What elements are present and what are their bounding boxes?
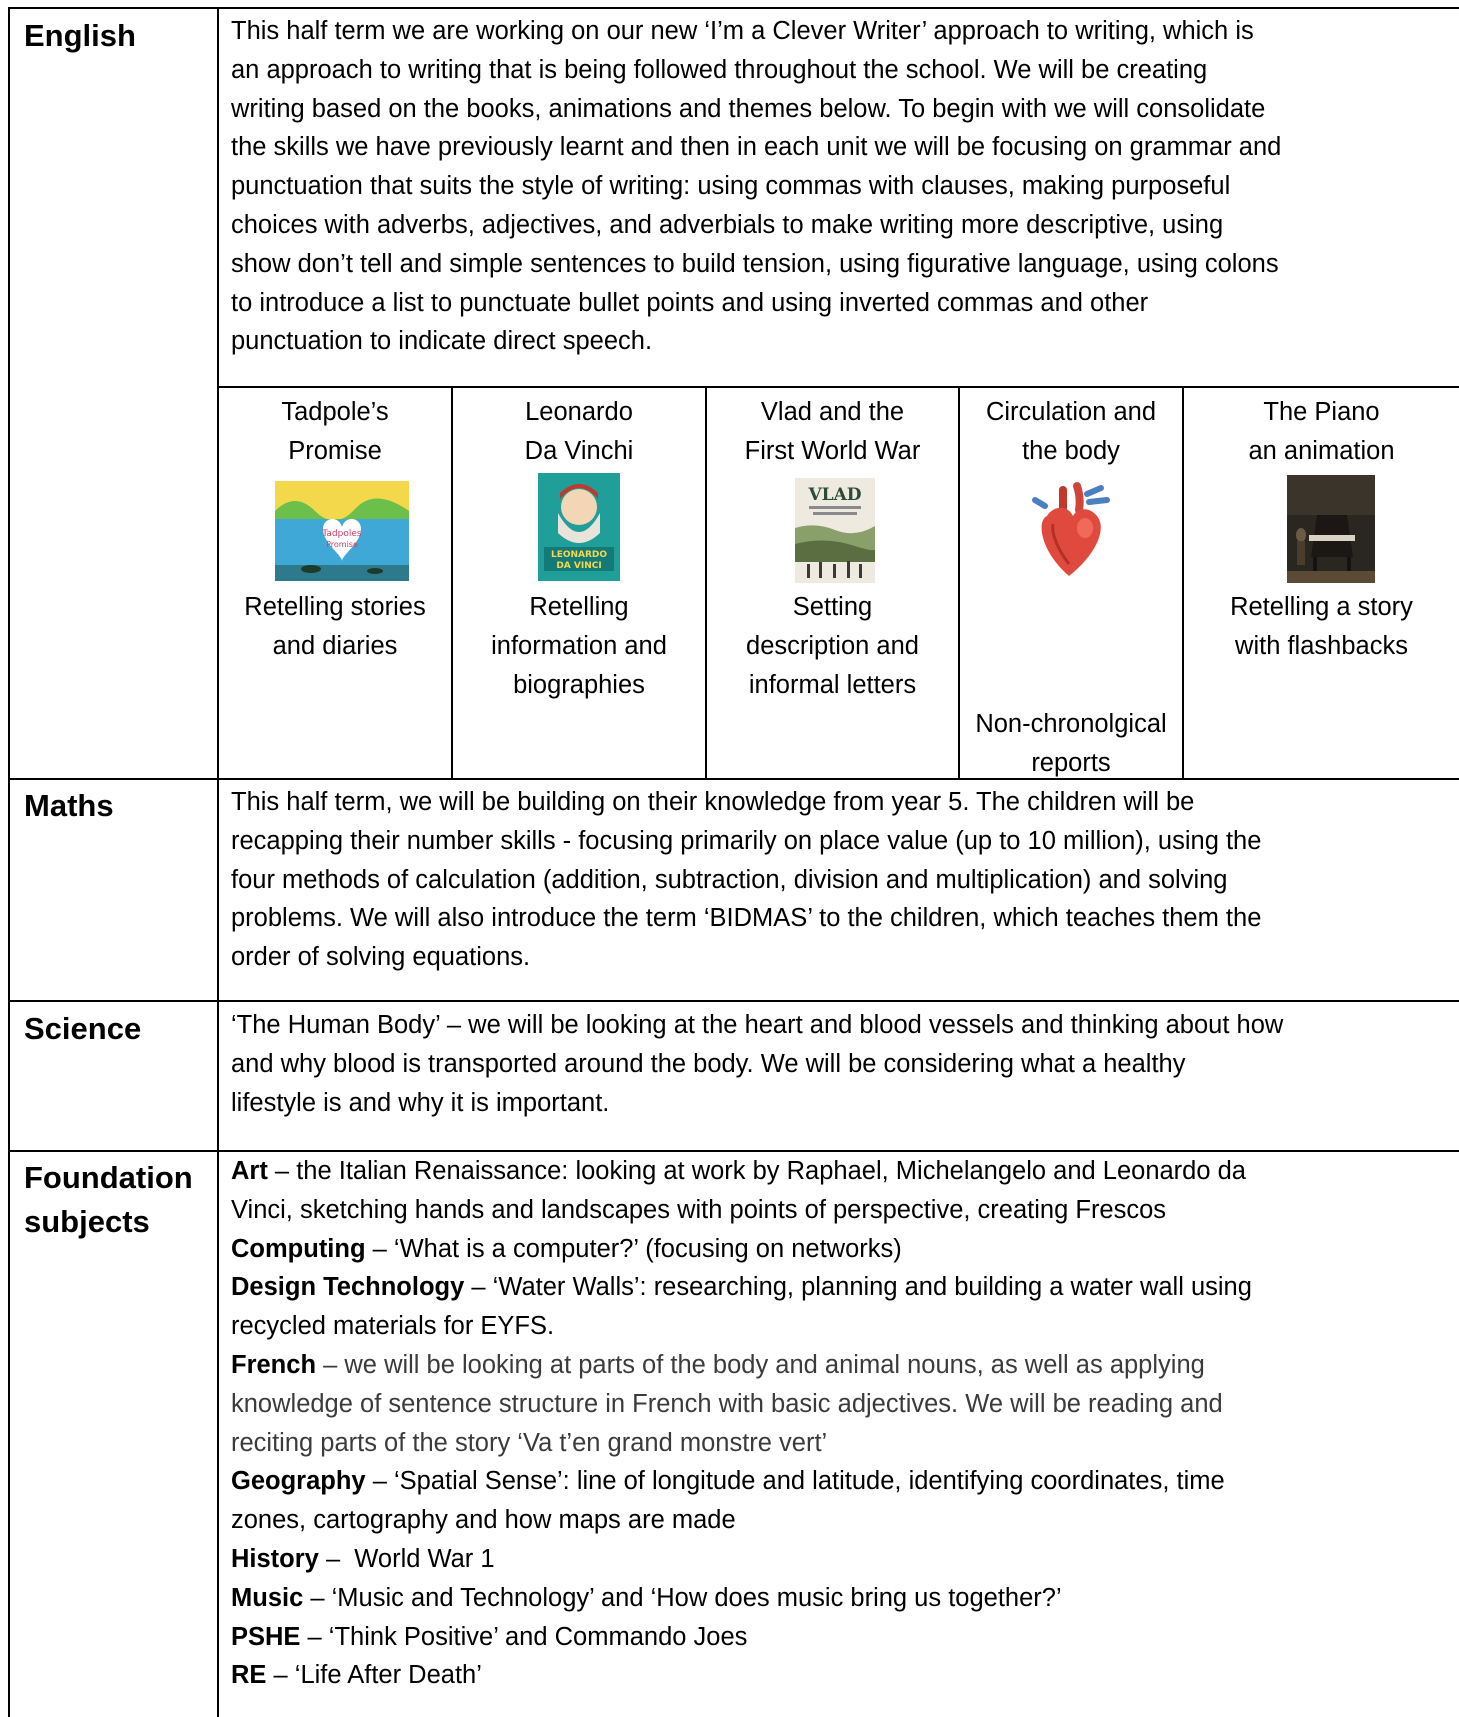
maths-row-top-border xyxy=(8,778,1459,780)
book-title-line: Da Vinchi xyxy=(524,436,634,465)
foundation-item-line xyxy=(231,1618,1449,1657)
foundation-item-text: – ‘What is a computer?’ (focusing on networks) xyxy=(365,1234,902,1263)
book-genre-the-piano xyxy=(1184,588,1459,666)
foundation-item-text: – ‘Think Positive’ and Commando Joes xyxy=(300,1622,748,1651)
book-title-line: Vlad and the xyxy=(760,398,905,426)
maths-text-line: recapping their number skills - focusing primarily on place value (up to 10 million), using the xyxy=(231,826,1262,855)
science-text-line: lifestyle is and why it is important. xyxy=(231,1088,610,1117)
foundation-item-label: French xyxy=(231,1350,317,1379)
book-title-line: Promise xyxy=(288,436,382,465)
foundation-item-label: RE xyxy=(231,1661,267,1690)
foundation-item-text: Vinci, sketching hands and landscapes with points of perspective, creating Frescos xyxy=(231,1195,1167,1224)
foundation-item-label: Music xyxy=(231,1583,304,1612)
svg-text:Promise: Promise xyxy=(326,540,358,549)
english-intro-text xyxy=(231,12,1449,361)
foundation-item-text: – ‘Water Walls’: researching, planning and building a water wall using xyxy=(464,1273,1252,1302)
foundation-item-line xyxy=(231,1462,1449,1501)
vlad-cover-image xyxy=(795,478,875,583)
book-title-line: Leonardo xyxy=(525,398,633,426)
foundation-subjects-list xyxy=(231,1152,1449,1695)
book-genre-line: description and xyxy=(746,631,919,660)
foundation-item-text: knowledge of sentence structure in French with basic adjectives. We will be reading and xyxy=(231,1389,1223,1418)
english-intro-line: punctuation to indicate direct speech. xyxy=(231,327,653,356)
english-intro-line: writing based on the books, animations and themes below. To begin with we will consolidate xyxy=(231,94,1266,123)
book-genre-line: biographies xyxy=(513,670,645,699)
subject-english: English xyxy=(24,18,136,53)
english-intro-line: the skills we have previously learnt and then in each unit we will be focusing on grammar and xyxy=(231,133,1282,162)
book-genre-line: Non-chronolgical xyxy=(975,710,1167,738)
subject-column-divider xyxy=(217,7,219,1717)
book-cell-circulation xyxy=(960,393,1182,471)
book-title-line: The Piano xyxy=(1263,398,1380,426)
foundation-item-text: – ‘Spatial Sense’: line of longitude and latitude, identifying coordinates, time xyxy=(365,1467,1225,1496)
foundation-item-line xyxy=(231,1540,1449,1579)
foundation-item-label: Design Technology xyxy=(231,1273,465,1302)
table-top-border xyxy=(8,7,1459,9)
foundation-item-label: Geography xyxy=(231,1467,366,1496)
foundation-item-text: – we will be looking at parts of the body and animal nouns, as well as applying xyxy=(316,1350,1205,1379)
english-intro-line: choices with adverbs, adjectives, and adverbials to make writing more descriptive, using xyxy=(231,210,1224,239)
book-genre-line: with flashbacks xyxy=(1235,631,1408,660)
foundation-item-line xyxy=(231,1307,1449,1346)
foundation-item-text: – the Italian Renaissance: looking at work by Raphael, Michelangelo and Leonardo da xyxy=(267,1157,1246,1185)
book-genre-line: Retelling xyxy=(529,593,629,621)
book-genre-line: Setting xyxy=(792,593,873,621)
english-intro-line: punctuation that suits the style of writing: using commas with clauses, making purposeful xyxy=(231,172,1231,201)
foundation-item-text: – World War 1 xyxy=(318,1544,495,1573)
foundation-item-line xyxy=(231,1152,1449,1191)
book-title-line: an animation xyxy=(1248,436,1395,465)
table-left-border xyxy=(8,7,10,1717)
book-title-line: Circulation and xyxy=(985,398,1157,426)
book-cell-the-piano xyxy=(1184,393,1459,471)
book-genre-line: and diaries xyxy=(272,631,398,660)
maths-text-line: This half term, we will be building on their knowledge from year 5. The children will be xyxy=(231,788,1195,816)
foundation-item-text: recycled materials for EYFS. xyxy=(231,1312,555,1341)
subject-science: Science xyxy=(24,1011,142,1046)
book-cell-vlad xyxy=(707,393,958,471)
foundation-item-line xyxy=(231,1424,1449,1463)
book-cell-tadpoles-promise xyxy=(219,393,451,471)
english-intro-line: show don’t tell and simple sentences to build tension, using figurative language, using colons xyxy=(231,249,1279,278)
foundation-item-label: Computing xyxy=(231,1234,366,1263)
piano-animation-still-image xyxy=(1287,475,1375,583)
svg-text:DA VINCI: DA VINCI xyxy=(556,561,602,571)
foundation-item-line xyxy=(231,1656,1449,1695)
tadpoles-promise-cover-image xyxy=(275,481,409,581)
subject-foundation-line: subjects xyxy=(24,1204,150,1239)
foundation-item-label: Art xyxy=(231,1157,268,1185)
english-intro-line: This half term we are working on our new ‘I’m a Clever Writer’ approach to writing, which is xyxy=(231,17,1254,45)
science-row-top-border xyxy=(8,1000,1459,1002)
foundation-item-line xyxy=(231,1268,1449,1307)
subject-maths: Maths xyxy=(24,788,114,823)
english-intro-line: to introduce a list to punctuate bullet points and using inverted commas and other xyxy=(231,288,1149,317)
foundation-item-label: History xyxy=(231,1544,319,1573)
foundation-item-line xyxy=(231,1230,1449,1269)
book-genre-line: informal letters xyxy=(748,670,917,699)
subject-foundation-line: Foundation xyxy=(24,1160,193,1195)
book-genre-circulation xyxy=(960,705,1182,783)
book-genre-line: Retelling a story xyxy=(1230,593,1413,621)
heart-icon xyxy=(1027,480,1117,580)
book-genre-line: reports xyxy=(1031,748,1111,777)
science-text-line: ‘The Human Body’ – we will be looking at the heart and blood vessels and thinking about how xyxy=(231,1011,1284,1039)
book-title-line: First World War xyxy=(744,436,921,465)
leonardo-da-vinci-cover-image xyxy=(538,473,620,581)
foundation-item-line xyxy=(231,1191,1449,1230)
book-cell-leonardo xyxy=(453,393,705,471)
book-title-line: Tadpole’s xyxy=(281,398,389,426)
foundation-item-text: – ‘Music and Technology’ and ‘How does music bring us together?’ xyxy=(303,1583,1062,1612)
book-genre-line: Retelling stories xyxy=(244,593,426,621)
maths-text-line: four methods of calculation (addition, subtraction, division and multiplication) and solving xyxy=(231,865,1228,894)
svg-text:Tadpoles: Tadpoles xyxy=(322,529,362,539)
subject-foundation xyxy=(24,1156,193,1244)
book-genre-vlad xyxy=(707,588,958,704)
foundation-item-text: – ‘Life After Death’ xyxy=(266,1661,482,1690)
book-genre-line: information and xyxy=(491,631,667,660)
foundation-item-text: reciting parts of the story ‘Va t’en grand monstre vert’ xyxy=(231,1428,828,1457)
maths-text-line: order of solving equations. xyxy=(231,943,531,972)
foundation-item-line xyxy=(231,1385,1449,1424)
maths-text xyxy=(231,783,1449,977)
svg-text:VLAD: VLAD xyxy=(808,485,862,505)
science-text-line: and why blood is transported around the body. We will be considering what a healthy xyxy=(231,1049,1186,1078)
foundation-item-line xyxy=(231,1346,1449,1385)
maths-text-line: problems. We will also introduce the term ‘BIDMAS’ to the children, which teaches them the xyxy=(231,904,1262,933)
book-genre-tadpoles-promise xyxy=(219,588,451,666)
foundation-item-line xyxy=(231,1501,1449,1540)
book-title-line: the body xyxy=(1022,436,1120,465)
foundation-item-line xyxy=(231,1579,1449,1618)
english-books-top-border xyxy=(217,386,1459,388)
foundation-item-text: zones, cartography and how maps are made xyxy=(231,1506,736,1535)
book-genre-leonardo xyxy=(453,588,705,704)
foundation-item-label: PSHE xyxy=(231,1622,301,1651)
science-text xyxy=(231,1006,1449,1122)
svg-text:LEONARDO: LEONARDO xyxy=(550,550,608,560)
english-intro-line: an approach to writing that is being followed throughout the school. We will be creating xyxy=(231,55,1208,84)
